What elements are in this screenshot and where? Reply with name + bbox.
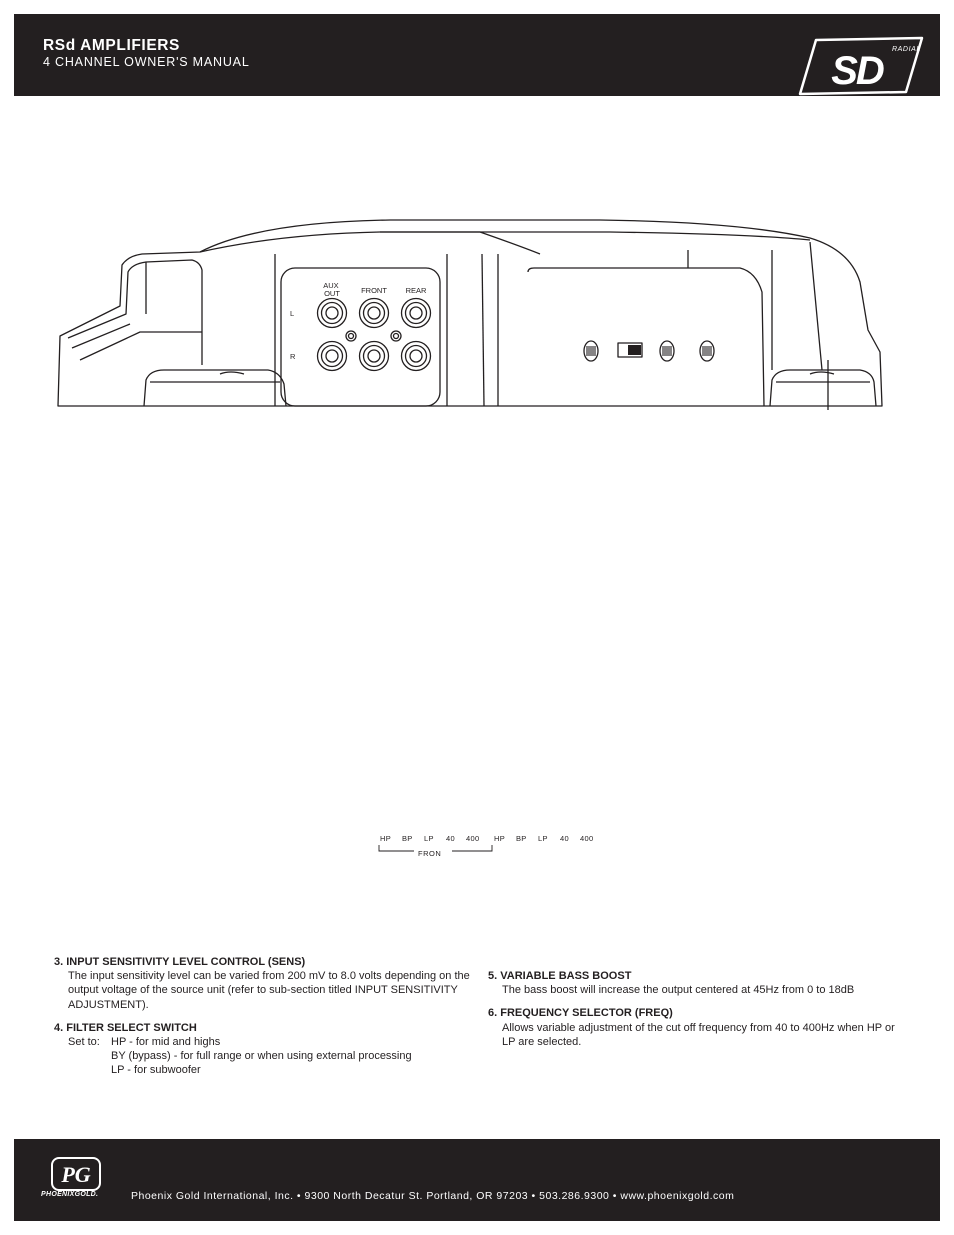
section-body: The input sensitivity level can be varied from 200 mV to 8.0 volts depending on the output voltage of the source unit (refer to sub-section titled INPUT SENSITIVITY ADJUSTMENT). <box>68 970 470 1011</box>
option-text: HP - for mid and highs <box>111 1036 221 1049</box>
section-body: The bass boost will increase the output centered at 45Hz from 0 to 18dB <box>502 984 855 997</box>
freq-label: 40 <box>560 834 569 843</box>
freq-label: HP <box>380 834 392 843</box>
amplifier-side-diagram <box>50 210 886 410</box>
right-channel-label: R <box>290 352 296 361</box>
rear-label: REAR <box>405 286 427 295</box>
filter-label-strip <box>376 834 606 864</box>
aux-out-line-1: AUX <box>323 281 339 290</box>
text-column-left <box>54 955 474 1087</box>
section-heading: 5. VARIABLE BASS BOOST <box>488 970 632 982</box>
phoenix-gold-logo-icon <box>51 1157 101 1191</box>
aux-out-label <box>323 281 341 298</box>
option-row <box>68 1035 474 1049</box>
freq-label: 400 <box>466 834 480 843</box>
page-subtitle: 4 CHANNEL OWNER'S MANUAL <box>43 55 250 69</box>
freq-label: 40 <box>446 834 455 843</box>
option-prefix: Set to: <box>68 1036 100 1049</box>
freq-label: 400 <box>580 834 594 843</box>
company-contact-line: Phoenix Gold International, Inc. • 9300 North Decatur St. Portland, OR 97203 • 503.286.9300 • www.phoenixgold.com <box>131 1190 735 1202</box>
svg-text:PG: PG <box>61 1162 91 1187</box>
header-band <box>14 14 940 96</box>
section-heading: 6. FREQUENCY SELECTOR (FREQ) <box>488 1007 673 1020</box>
option-row <box>68 1049 474 1063</box>
page-title: RSd AMPLIFIERS <box>43 37 180 54</box>
section-filter-select <box>54 1021 474 1078</box>
section-bass-boost <box>488 969 908 997</box>
svg-text:RADIAL: RADIAL <box>892 46 921 53</box>
text-column-right <box>488 969 908 1058</box>
rsd-radial-logo <box>794 34 926 100</box>
phoenix-gold-wordmark: PHOENIXGOLD. <box>41 1191 99 1198</box>
section-body <box>54 1035 474 1078</box>
section-input-sensitivity <box>54 955 474 1012</box>
section-body: Allows variable adjustment of the cut off frequency from 40 to 400Hz when HP or LP are selected. <box>502 1021 895 1048</box>
section-frequency-selector <box>488 1006 908 1049</box>
freq-label: HP <box>494 834 506 843</box>
aux-out-line-2: OUT <box>324 289 340 298</box>
front-label: FRONT <box>361 286 387 295</box>
left-channel-label: L <box>290 309 295 318</box>
section-heading: 4. FILTER SELECT SWITCH <box>54 1021 197 1034</box>
option-text: LP - for subwoofer <box>111 1064 201 1077</box>
freq-label: LP <box>424 834 434 843</box>
option-row <box>68 1063 474 1077</box>
footer-band <box>14 1139 940 1221</box>
freq-label: LP <box>538 834 548 843</box>
freq-label: BP <box>402 834 413 843</box>
option-text: BY (bypass) - for full range or when using external processing <box>111 1050 412 1063</box>
svg-text:SD: SD <box>831 49 883 93</box>
freq-label: BP <box>516 834 527 843</box>
group-label-front: FRON <box>418 849 442 858</box>
section-heading: 3. INPUT SENSITIVITY LEVEL CONTROL (SENS) <box>54 956 306 968</box>
